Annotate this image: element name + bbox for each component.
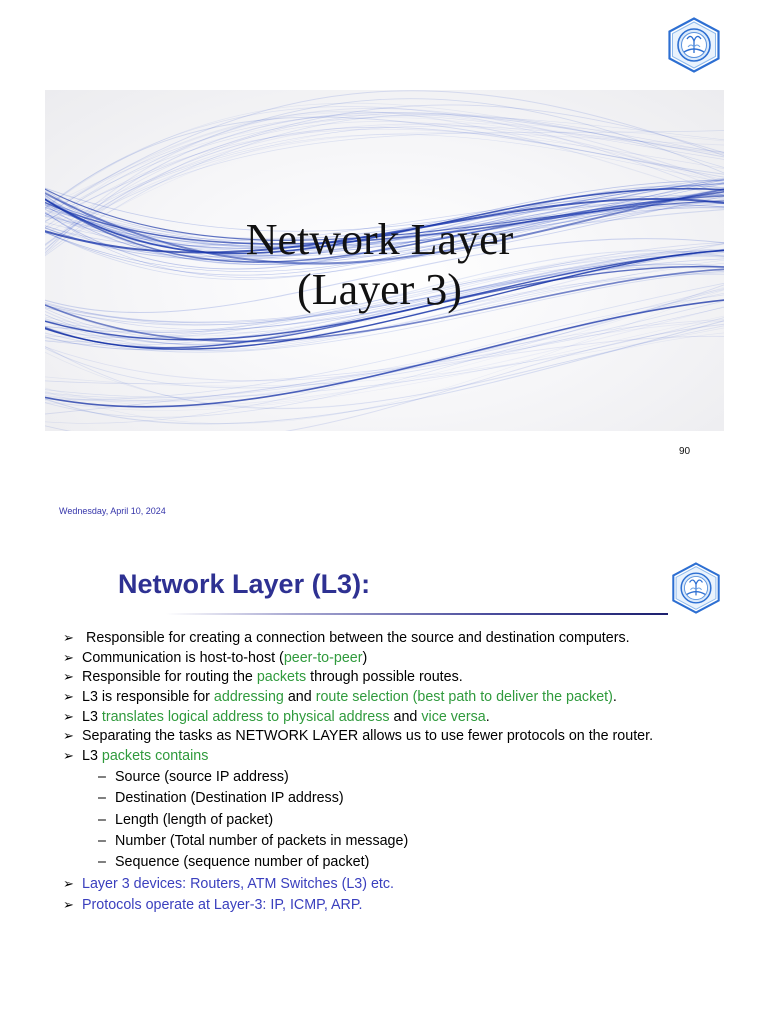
sub-bullet-item xyxy=(63,852,763,873)
bullet-marker: ➢ xyxy=(63,631,74,646)
bullet-item xyxy=(63,688,763,708)
text-segment: Communication is host-to-host ( xyxy=(82,649,284,666)
sub-bullet-text: Destination (Destination IP address) xyxy=(115,790,344,807)
text-segment: . xyxy=(612,689,617,706)
bullet-marker: ➢ xyxy=(63,876,74,892)
sub-bullet-item xyxy=(63,788,763,809)
sub-bullet-text: Source (source IP address) xyxy=(115,768,289,785)
bullet-marker: ➢ xyxy=(63,709,74,725)
bullet-item xyxy=(63,668,763,688)
sub-bullet-marker: – xyxy=(98,768,106,785)
heading-underline xyxy=(166,613,668,615)
sub-bullet-item xyxy=(63,767,763,788)
wave-line xyxy=(45,324,724,431)
bullet-text xyxy=(82,650,367,666)
bullet-text: Separating the tasks as NETWORK LAYER allows us to use fewer protocols on the router. xyxy=(82,728,654,745)
bullet-text xyxy=(82,669,463,685)
sub-bullet-text: Length (length of packet) xyxy=(115,811,274,828)
highlight-term: translates logical address to physical address xyxy=(101,708,390,725)
sub-bullet-marker: – xyxy=(98,854,106,871)
bullet-marker: ➢ xyxy=(63,690,74,706)
highlight-term: packets contains xyxy=(101,748,209,765)
text-segment: ) xyxy=(362,649,368,666)
sub-bullet-text: Sequence (sequence number of packet) xyxy=(115,854,370,871)
title-line-2: (Layer 3) xyxy=(297,265,462,314)
sub-bullet-marker: – xyxy=(98,811,106,828)
title-slide-banner xyxy=(45,90,724,431)
bullet-marker: ➢ xyxy=(63,729,74,745)
institution-emblem-icon xyxy=(671,561,721,615)
bullet-item xyxy=(63,649,763,669)
text-segment: Responsible for routing the xyxy=(82,669,257,686)
title-slide-title xyxy=(45,215,714,315)
bullet-list xyxy=(63,629,763,917)
bullet-item xyxy=(63,629,763,649)
slide-date: Wednesday, April 10, 2024 xyxy=(59,506,166,516)
text-segment: and xyxy=(283,689,316,706)
text-segment: and xyxy=(389,708,422,725)
highlight-term: route selection (best path to deliver the packet) xyxy=(315,689,613,706)
sub-bullet-item xyxy=(63,810,763,831)
bullet-text: Protocols operate at Layer-3: IP, ICMP, ARP. xyxy=(82,897,363,914)
highlight-term: addressing xyxy=(213,689,284,706)
sub-bullet-text: Number (Total number of packets in message) xyxy=(115,832,409,849)
highlight-term: vice versa xyxy=(421,708,486,725)
content-slide-heading: Network Layer (L3): xyxy=(118,569,371,599)
bullet-marker: ➢ xyxy=(63,898,74,914)
bullet-text xyxy=(82,689,617,705)
title-line-1: Network Layer xyxy=(245,215,514,264)
bullet-text xyxy=(82,709,490,725)
text-segment: L3 is responsible for xyxy=(82,689,214,706)
bullet-marker: ➢ xyxy=(63,749,74,765)
wave-line xyxy=(45,107,724,212)
highlight-term: peer-to-peer xyxy=(283,649,363,666)
sub-bullet-marker: – xyxy=(98,832,106,849)
bullet-text: Responsible for creating a connection between the source and destination computers. xyxy=(86,630,630,646)
bullet-marker: ➢ xyxy=(63,650,74,666)
institution-logo xyxy=(667,17,721,73)
wave-line xyxy=(45,117,724,213)
bullet-item xyxy=(63,727,763,747)
bullet-item xyxy=(63,747,763,767)
highlight-term: packets xyxy=(256,669,307,686)
text-segment: . xyxy=(485,708,490,725)
bullet-item xyxy=(63,895,763,916)
bullet-marker: ➢ xyxy=(63,670,74,686)
institution-emblem-icon xyxy=(667,17,721,73)
text-segment: through possible routes. xyxy=(306,669,463,686)
bullet-item xyxy=(63,874,763,895)
sub-bullet-item xyxy=(63,831,763,852)
bullet-text: Layer 3 devices: Routers, ATM Switches (L3) etc. xyxy=(82,875,395,892)
text-segment: L3 xyxy=(82,708,102,725)
institution-logo xyxy=(671,561,721,615)
sub-bullet-marker: – xyxy=(98,790,106,807)
page-number: 90 xyxy=(679,446,691,457)
text-segment: L3 xyxy=(82,748,102,765)
bullet-text xyxy=(82,748,208,764)
bullet-item xyxy=(63,708,763,728)
